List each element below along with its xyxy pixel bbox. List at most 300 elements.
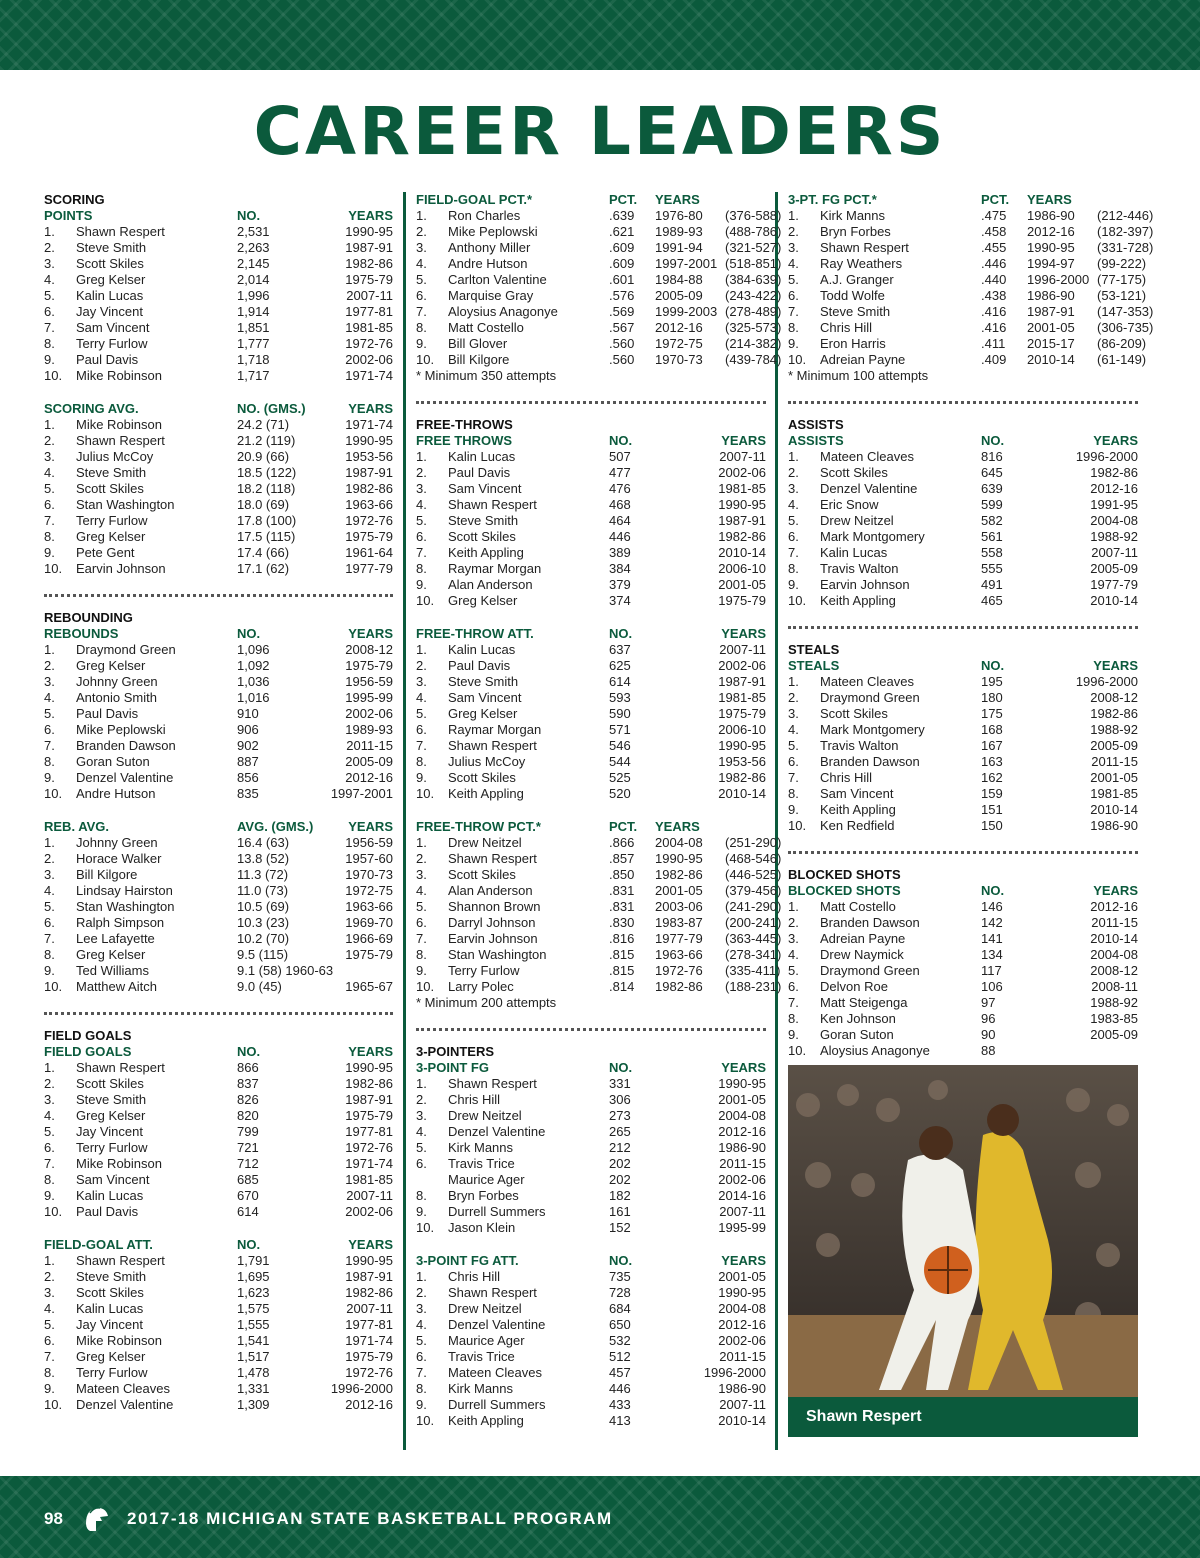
row-stat: 1,309 (237, 1397, 270, 1412)
table-row (416, 786, 766, 802)
row-rank: 4. (44, 883, 55, 898)
table-row (416, 352, 782, 368)
table-row (416, 224, 782, 240)
dotted-divider (788, 401, 1138, 404)
table-row (788, 931, 1138, 947)
row-years: 1975-79 (345, 529, 393, 544)
row-stat: 433 (609, 1397, 631, 1412)
row-player-name: Kalin Lucas (76, 1301, 144, 1316)
row-stat: 273 (609, 1108, 631, 1123)
table-header-years: YEARS (348, 401, 393, 416)
table-row (416, 256, 782, 272)
table-row (788, 465, 1138, 481)
dotted-divider (416, 1028, 766, 1031)
row-years: 1982-86 (1090, 465, 1138, 480)
row-player-name: A.J. Granger (820, 272, 894, 287)
row-stat: .455 (981, 240, 1007, 255)
row-rank: 3. (416, 240, 427, 255)
row-rank: 4. (44, 690, 55, 705)
table-row (416, 513, 766, 529)
row-player-name: Terry Furlow (76, 513, 148, 528)
row-made-attempts: (278-341) (725, 947, 782, 962)
row-player-name: Scott Skiles (820, 706, 888, 721)
row-rank: 9. (44, 770, 55, 785)
page-title: CAREER LEADERS (253, 93, 947, 170)
table-header-years: YEARS (1093, 658, 1138, 673)
row-years: 2002-06 (718, 1172, 766, 1187)
table-row (44, 497, 393, 513)
section-heading: SCORING (44, 192, 105, 207)
row-player-name: Branden Dawson (820, 754, 920, 769)
row-rank: 3. (44, 1092, 55, 1107)
table-row (788, 304, 1154, 320)
row-rank: 6. (44, 1333, 55, 1348)
row-player-name: Earvin Johnson (820, 577, 910, 592)
table-row (416, 545, 766, 561)
table-row (44, 738, 393, 754)
row-rank: 6. (44, 915, 55, 930)
leader-section (44, 1028, 393, 1220)
table-row (44, 706, 393, 722)
table-row (416, 1301, 766, 1317)
row-player-name: Ken Johnson (820, 1011, 896, 1026)
row-player-name: Scott Skiles (820, 465, 888, 480)
row-stat: .621 (609, 224, 635, 239)
table-row (788, 1043, 1138, 1059)
row-years: 2012-16 (345, 1397, 393, 1412)
row-years: 1990-95 (345, 1060, 393, 1075)
table-row (788, 770, 1138, 786)
row-made-attempts: (439-784) (725, 352, 782, 367)
section-heading: ASSISTS (788, 417, 844, 432)
row-player-name: Bill Kilgore (448, 352, 510, 367)
row-years: 1986-90 (1027, 288, 1075, 303)
row-stat: 18.0 (69) (237, 497, 290, 512)
row-rank: 7. (416, 304, 427, 319)
row-years: 1982-86 (655, 979, 703, 994)
row-years: 1995-99 (345, 690, 393, 705)
table-row (788, 352, 1147, 368)
table-row (44, 256, 393, 272)
row-player-name: Travis Trice (448, 1156, 515, 1171)
row-stat: .857 (609, 851, 635, 866)
row-years: 1996-2000 (1027, 272, 1090, 287)
row-rank: 3. (416, 1301, 427, 1316)
table-header (416, 819, 766, 835)
row-player-name: Branden Dawson (820, 915, 920, 930)
row-stat: 17.5 (115) (237, 529, 296, 544)
row-player-name: Steve Smith (448, 674, 519, 689)
row-stat: .475 (981, 208, 1007, 223)
table-row (416, 1108, 766, 1124)
row-player-name: Greg Kelser (76, 529, 146, 544)
row-stat: 582 (981, 513, 1003, 528)
table-header-stat: NO. (237, 626, 261, 641)
row-player-name: Steve Smith (76, 1092, 147, 1107)
table-row (788, 577, 1138, 593)
row-years: 1977-79 (1090, 577, 1138, 592)
row-years: 1984-88 (655, 272, 703, 287)
row-stat: 175 (981, 706, 1003, 721)
row-player-name: Steve Smith (76, 465, 147, 480)
column-divider (403, 192, 406, 1450)
table-row (788, 690, 1138, 706)
row-rank: 9. (788, 577, 799, 592)
row-years: 2007-11 (719, 449, 766, 464)
row-player-name: Raymar Morgan (448, 561, 542, 576)
row-player-name: Kalin Lucas (76, 288, 144, 303)
row-rank: 2. (788, 915, 799, 930)
row-stat: .409 (981, 352, 1007, 367)
row-player-name: Matt Steigenga (820, 995, 908, 1010)
table-header-stat: NO. (981, 433, 1005, 448)
table-header-years: YEARS (1093, 433, 1138, 448)
table-header-stat: NO. (609, 1253, 633, 1268)
row-rank: 9. (44, 1188, 55, 1203)
row-years: 2011-15 (719, 1156, 766, 1171)
table-footnote: * Minimum 200 attempts (416, 995, 557, 1010)
row-rank: 5. (788, 272, 799, 287)
row-years: 1975-79 (345, 272, 393, 287)
row-player-name: Pete Gent (76, 545, 135, 560)
table-row (44, 1301, 393, 1317)
table-row (44, 545, 393, 561)
row-rank: 6. (44, 1140, 55, 1155)
row-years: 1970-73 (345, 867, 393, 882)
row-player-name: Draymond Green (76, 642, 176, 657)
row-rank: 2. (788, 465, 799, 480)
row-rank: 8. (416, 1381, 427, 1396)
row-years: 1975-79 (718, 593, 766, 608)
row-stat: 906 (237, 722, 259, 737)
table-row (788, 786, 1138, 802)
row-years: 2010-14 (718, 786, 766, 801)
row-rank: 5. (44, 481, 55, 496)
row-made-attempts: (77-175) (1097, 272, 1147, 287)
row-stat: 468 (609, 497, 631, 512)
row-years: 1982-86 (718, 529, 766, 544)
table-header-category: SCORING AVG. (44, 401, 139, 416)
table-row (416, 561, 766, 577)
table-header-category: 3-POINT FG (416, 1060, 489, 1075)
table-row (44, 658, 393, 674)
row-player-name: Paul Davis (448, 465, 511, 480)
row-rank: 7. (44, 513, 55, 528)
table-row (416, 1124, 766, 1140)
row-stat: 9.0 (45) (237, 979, 282, 994)
row-player-name: Marquise Gray (448, 288, 534, 303)
dotted-divider (44, 1012, 393, 1015)
row-years: 2007-11 (719, 1397, 766, 1412)
table-header-stat: AVG. (GMS.) (237, 819, 314, 834)
row-rank: 10. (788, 818, 807, 833)
row-player-name: Jay Vincent (76, 1124, 143, 1139)
row-stat: 168 (981, 722, 1003, 737)
table-header-years: YEARS (348, 626, 393, 641)
row-stat: 16.4 (63) (237, 835, 290, 850)
row-years: 2012-16 (718, 1124, 766, 1139)
table-row (416, 1156, 766, 1172)
row-player-name: Raymar Morgan (448, 722, 542, 737)
row-stat: 1,092 (237, 658, 270, 673)
section-heading: STEALS (788, 642, 840, 657)
table-row (416, 1172, 766, 1188)
row-years: 1990-95 (718, 497, 766, 512)
table-row (416, 272, 782, 288)
row-years: 2007-11 (1091, 545, 1138, 560)
table-header (44, 626, 393, 642)
row-player-name: Ralph Simpson (76, 915, 165, 930)
row-rank: 7. (44, 931, 55, 946)
table-row (416, 208, 782, 224)
row-player-name: Terry Furlow (76, 1365, 148, 1380)
row-player-name: Sam Vincent (76, 1172, 150, 1187)
row-player-name: Scott Skiles (448, 867, 516, 882)
row-rank: 3. (788, 706, 799, 721)
table-row (44, 368, 393, 384)
row-stat: 2,263 (237, 240, 270, 255)
row-rank: 6. (788, 529, 799, 544)
row-stat: 799 (237, 1124, 259, 1139)
row-years: 2004-08 (718, 1301, 766, 1316)
row-years: 1975-79 (345, 1108, 393, 1123)
row-rank: 8. (44, 1365, 55, 1380)
row-years: 1988-92 (1090, 995, 1138, 1010)
row-player-name: Steve Smith (76, 1269, 147, 1284)
row-player-name: Adreian Payne (820, 931, 906, 946)
row-rank: 8. (416, 561, 427, 576)
row-rank: 2. (416, 1285, 427, 1300)
table-header-years (1097, 192, 1138, 208)
row-stat: 141 (981, 931, 1003, 946)
row-player-name: Mike Peplowski (448, 224, 538, 239)
row-stat: 96 (981, 1011, 996, 1026)
table-row (788, 497, 1138, 513)
row-stat: 546 (609, 738, 631, 753)
row-player-name: Jay Vincent (76, 304, 143, 319)
row-rank: 5. (416, 899, 427, 914)
row-stat: 866 (237, 1060, 259, 1075)
row-stat: .815 (609, 963, 635, 978)
row-rank: 8. (416, 754, 427, 769)
row-player-name: Paul Davis (76, 352, 139, 367)
row-stat: 1,717 (237, 368, 270, 383)
row-rank: 6. (416, 288, 427, 303)
row-stat: 1,695 (237, 1269, 270, 1284)
table-header (416, 192, 766, 208)
row-stat: 902 (237, 738, 259, 753)
row-stat: 374 (609, 593, 631, 608)
row-years: 2001-05 (718, 577, 766, 592)
table-header-stat: PCT. (609, 192, 638, 207)
row-player-name: Greg Kelser (76, 272, 146, 287)
table-row (44, 867, 393, 883)
stats-column-3-tables (788, 192, 1154, 1059)
row-player-name: Aloysius Anagonye (448, 304, 558, 319)
row-stat: 1,478 (237, 1365, 270, 1380)
row-player-name: Chris Hill (820, 770, 872, 785)
row-player-name: Keith Appling (448, 545, 524, 560)
row-stat: 625 (609, 658, 631, 673)
row-player-name: Chris Hill (448, 1092, 500, 1107)
row-stat: 10.2 (70) (237, 931, 290, 946)
row-player-name: Draymond Green (820, 963, 920, 978)
row-player-name: Greg Kelser (76, 1108, 146, 1123)
row-player-name: Maurice Ager (448, 1333, 525, 1348)
row-rank: 1. (416, 1076, 427, 1091)
row-rank: 5. (788, 963, 799, 978)
row-years: 2008-12 (1090, 690, 1138, 705)
row-rank: 9. (416, 1204, 427, 1219)
table-row (416, 754, 766, 770)
row-rank: 5. (788, 738, 799, 753)
row-made-attempts: (200-241) (725, 915, 782, 930)
table-row (788, 818, 1138, 834)
row-player-name: Alan Anderson (448, 883, 533, 898)
row-rank: 10. (416, 1220, 435, 1235)
row-rank: 4. (416, 883, 427, 898)
section-heading: BLOCKED SHOTS (788, 867, 901, 882)
row-stat: .850 (609, 867, 635, 882)
row-stat: 9.1 (58) 1960-63 (237, 963, 334, 978)
row-years: 1989-93 (655, 224, 703, 239)
row-stat: .831 (609, 883, 635, 898)
row-years: 2011-15 (1091, 915, 1138, 930)
row-years: 2010-14 (1090, 802, 1138, 817)
row-rank: 9. (416, 770, 427, 785)
row-player-name: Scott Skiles (448, 770, 516, 785)
row-rank: 4. (788, 256, 799, 271)
table-row (44, 1108, 393, 1124)
row-stat: 477 (609, 465, 631, 480)
leader-section (416, 192, 782, 384)
table-row (788, 963, 1138, 979)
row-rank: 9. (416, 963, 427, 978)
row-years: 2002-06 (718, 465, 766, 480)
row-stat: .569 (609, 304, 635, 319)
table-header-stat: NO. (609, 433, 633, 448)
row-stat: 465 (981, 593, 1003, 608)
leader-section (788, 867, 1138, 1059)
row-stat: 645 (981, 465, 1003, 480)
row-stat: 464 (609, 513, 631, 528)
row-player-name: Steve Smith (448, 513, 519, 528)
row-stat: 202 (609, 1156, 631, 1171)
table-header-stat: NO. (609, 626, 633, 641)
table-row (416, 674, 766, 690)
row-rank: 10. (416, 1413, 435, 1428)
table-header-category: FREE-THROW ATT. (416, 626, 534, 641)
dotted-divider (788, 626, 1138, 629)
row-stat: .416 (981, 320, 1007, 335)
row-player-name: Lindsay Hairston (76, 883, 173, 898)
table-row (788, 802, 1138, 818)
row-stat: 507 (609, 449, 631, 464)
row-years: 1987-91 (345, 1092, 393, 1107)
row-player-name: Darryl Johnson (448, 915, 536, 930)
row-years: 1972-75 (345, 883, 393, 898)
row-rank: 6. (416, 915, 427, 930)
table-row (44, 963, 393, 979)
row-player-name: Keith Appling (820, 802, 896, 817)
row-player-name: Lee Lafayette (76, 931, 155, 946)
table-row (416, 449, 766, 465)
row-stat: 17.8 (100) (237, 513, 297, 528)
row-years: 2010-14 (718, 1413, 766, 1428)
table-row (44, 979, 393, 995)
table-header-category: 3-POINT FG ATT. (416, 1253, 519, 1268)
row-years (1027, 1043, 1138, 1059)
table-row (44, 1124, 393, 1140)
table-row (416, 336, 782, 352)
table-row (416, 481, 766, 497)
row-rank: 4. (416, 256, 427, 271)
row-years: 1988-92 (1090, 529, 1138, 544)
row-rank: 7. (788, 995, 799, 1010)
row-rank: 3. (788, 931, 799, 946)
table-row (788, 320, 1154, 336)
row-made-attempts: (384-639) (725, 272, 782, 287)
table-row (44, 674, 393, 690)
table-header-stat: NO. (237, 208, 261, 223)
row-stat: 180 (981, 690, 1003, 705)
row-stat: 639 (981, 481, 1003, 496)
row-rank: 8. (44, 336, 55, 351)
table-row (44, 1188, 393, 1204)
row-years: 2008-11 (1091, 979, 1138, 994)
table-row (416, 706, 766, 722)
table-header (788, 433, 1138, 449)
table-row (788, 561, 1138, 577)
row-years: 2001-05 (1027, 320, 1075, 335)
row-rank: 9. (44, 963, 55, 978)
row-years: 1953-56 (345, 449, 393, 464)
row-rank: 4. (788, 497, 799, 512)
row-years: 1977-79 (345, 561, 393, 576)
row-years: 1987-91 (345, 240, 393, 255)
row-years: 1972-76 (345, 336, 393, 351)
table-row (788, 915, 1138, 931)
row-years: 1990-95 (655, 851, 703, 866)
row-rank: 10. (416, 593, 435, 608)
table-header-stat: NO. (237, 1044, 261, 1059)
row-years: 1971-74 (345, 1156, 393, 1171)
row-rank: 9. (416, 577, 427, 592)
table-header (788, 883, 1138, 899)
row-player-name: Greg Kelser (76, 947, 146, 962)
row-rank: 2. (44, 1076, 55, 1091)
row-rank: 3. (44, 256, 55, 271)
row-years: 1996-2000 (703, 1365, 766, 1380)
row-player-name: Travis Trice (448, 1349, 515, 1364)
row-stat: 837 (237, 1076, 259, 1091)
table-row (416, 1397, 766, 1413)
row-stat: 599 (981, 497, 1003, 512)
table-row (788, 545, 1138, 561)
row-made-attempts: (99-222) (1097, 256, 1147, 271)
row-years: 1991-94 (655, 240, 703, 255)
table-row (416, 722, 766, 738)
row-rank: 8. (788, 320, 799, 335)
row-player-name: Stan Washington (448, 947, 547, 962)
table-header-stat: NO. (609, 1060, 633, 1075)
row-rank: 4. (44, 272, 55, 287)
leader-section (416, 1253, 766, 1429)
table-header-category: REB. AVG. (44, 819, 110, 834)
row-rank: 10. (44, 1397, 63, 1412)
row-stat: .446 (981, 256, 1007, 271)
row-rank: 5. (416, 706, 427, 721)
